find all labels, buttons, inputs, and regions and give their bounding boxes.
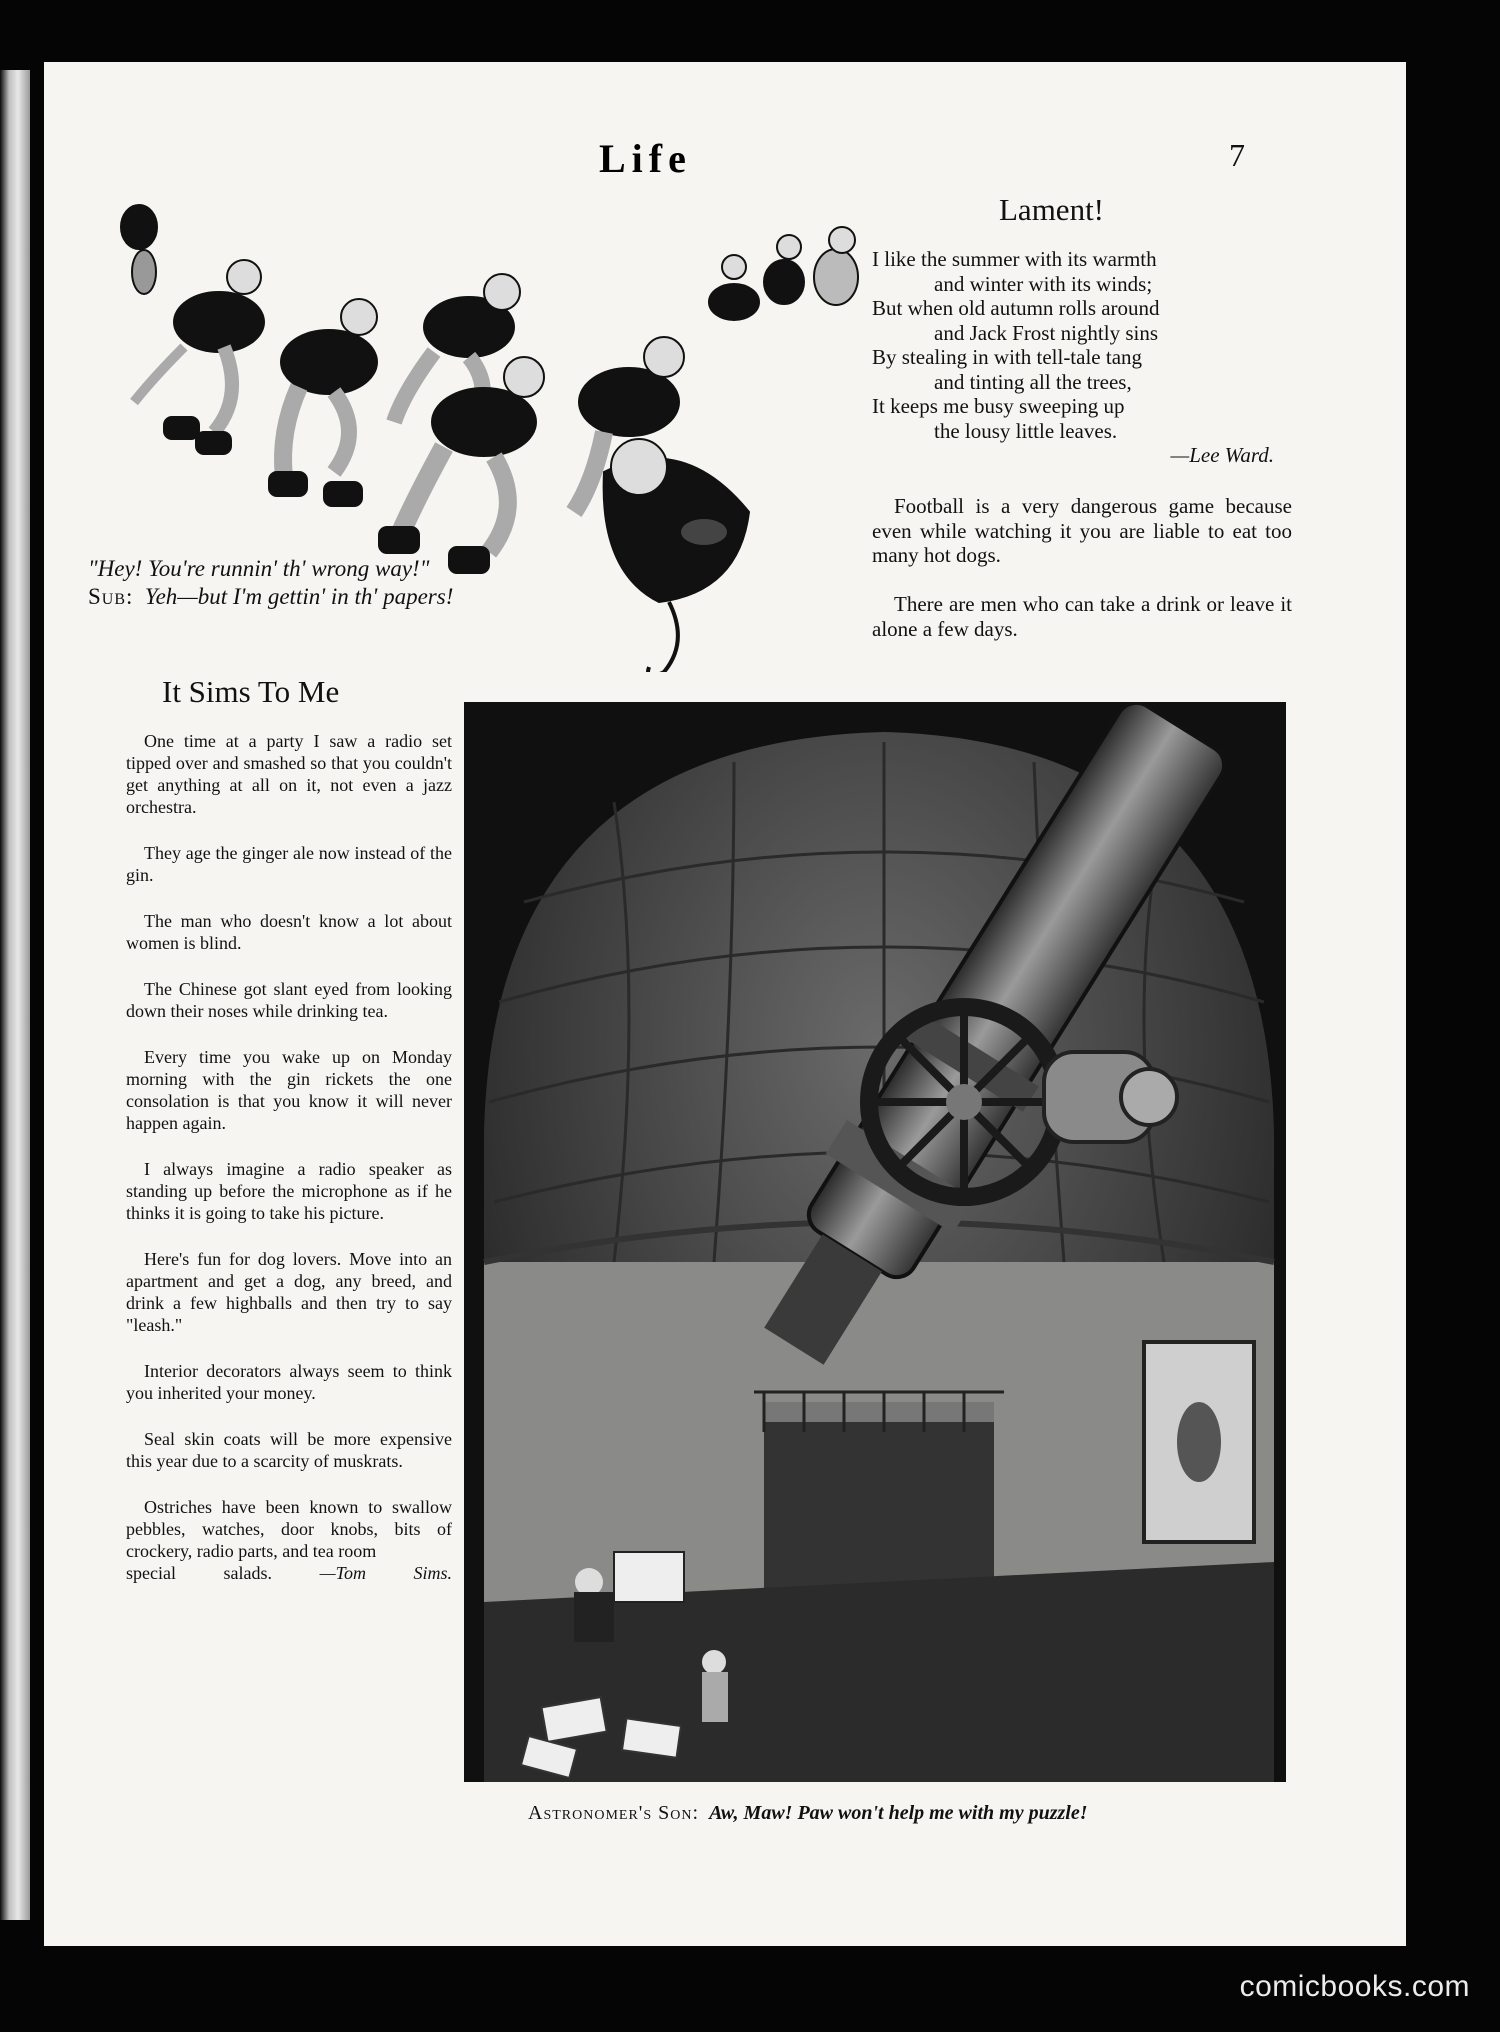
quip-drink: There are men who can take a drink or leave it alone a few days. xyxy=(872,592,1292,641)
sims-column xyxy=(126,730,452,1584)
observatory-illustration xyxy=(464,702,1286,1782)
lament-poem xyxy=(872,247,1292,468)
sims-paragraph: Here's fun for dog lovers. Move into an apartment and get a dog, any breed, and drink a few highballs and then try to say "leash." xyxy=(126,1249,452,1335)
cartoon-caption-line1: "Hey! You're runnin' th' wrong way!" xyxy=(88,556,430,581)
poem-byline: —Lee Ward. xyxy=(1170,443,1274,467)
poem-line: the lousy little leaves. xyxy=(934,418,1118,443)
sims-paragraph: The Chinese got slant eyed from looking down their noses while drinking tea. xyxy=(126,979,452,1021)
masthead: Life xyxy=(599,136,692,181)
poem-line: and winter with its winds; xyxy=(934,271,1153,296)
sims-byline-line xyxy=(126,1562,452,1584)
poem-line: I like the summer with its warmth xyxy=(872,247,1157,271)
cartoon-caption-line2: Yeh—but I'm gettin' in th' papers! xyxy=(144,584,454,609)
illustration-line: Aw, Maw! Paw won't help me with my puzzle! xyxy=(709,1802,1088,1824)
cartoon-caption xyxy=(88,555,453,611)
lament-title: Lament! xyxy=(999,192,1105,227)
poem-line: By stealing in with tell-tale tang xyxy=(872,345,1143,369)
sims-byline: —Tom Sims. xyxy=(319,1563,453,1583)
sims-paragraph: Seal skin coats will be more expensive this year due to a scarcity of muskrats. xyxy=(126,1429,452,1471)
sims-last-line: special salads. xyxy=(126,1563,273,1583)
sims-paragraph: One time at a party I saw a radio set tipped over and smashed so that you couldn't get anything at all on it, not even a jazz orchestra. xyxy=(126,731,452,817)
poem-line: It keeps me busy sweeping up xyxy=(872,394,1125,418)
poem-line: and tinting all the trees, xyxy=(934,369,1132,394)
illustration-caption xyxy=(528,1802,1087,1825)
sims-paragraph: Every time you wake up on Monday morning with the gin rickets the one consolation is that you know it will never happen again. xyxy=(126,1047,452,1133)
sims-paragraph: They age the ginger ale now instead of the gin. xyxy=(126,843,452,885)
sims-title: It Sims To Me xyxy=(162,674,340,709)
sims-paragraph: Ostriches have been known to swallow pebbles, watches, door knobs, bits of crockery, radio parts, and tea room xyxy=(126,1497,452,1561)
watermark: comicbooks.com xyxy=(1239,1970,1470,2003)
illustration-speaker: Astronomer's Son: xyxy=(528,1802,700,1824)
poem-line: But when old autumn rolls around xyxy=(872,296,1160,320)
quip-football: Football is a very dangerous game because even while watching it you are liable to eat too many hot dogs. xyxy=(872,494,1292,567)
magazine-page xyxy=(44,62,1406,1946)
cartoon-caption-speaker: Sub: xyxy=(88,584,134,609)
page-number: 7 xyxy=(1229,137,1245,173)
sims-paragraph: Interior decorators always seem to think you inherited your money. xyxy=(126,1361,452,1403)
poem-line: and Jack Frost nightly sins xyxy=(934,320,1158,345)
scanner-edge xyxy=(0,70,30,1920)
sims-paragraph: The man who doesn't know a lot about women is blind. xyxy=(126,911,452,953)
sims-paragraph: I always imagine a radio speaker as standing up before the microphone as if he thinks it is going to take his picture. xyxy=(126,1159,452,1223)
